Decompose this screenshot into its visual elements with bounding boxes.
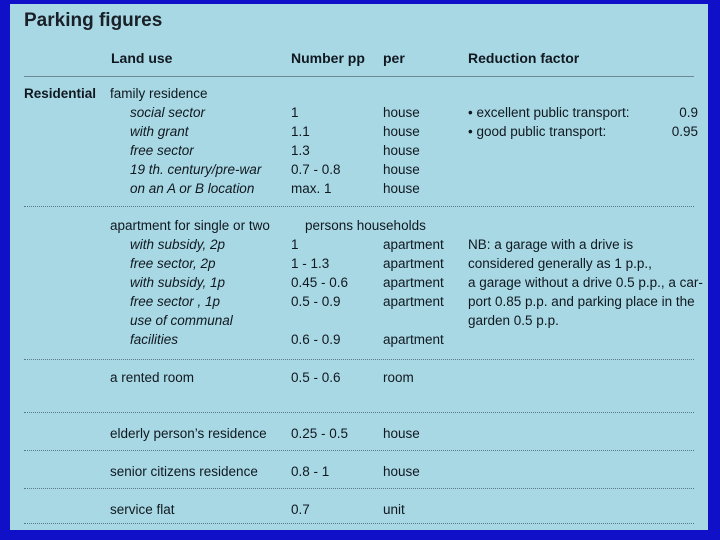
table-row-number: 1 xyxy=(291,105,299,120)
note-line: considered generally as 1 p.p., xyxy=(468,256,652,271)
table-row-per: unit xyxy=(383,502,405,517)
table-row-per: house xyxy=(383,426,420,441)
section-divider xyxy=(24,359,694,360)
header-per: per xyxy=(383,50,405,66)
table-row-per: room xyxy=(383,370,414,385)
table-row-use: 19 th. century/pre-war xyxy=(130,162,262,177)
document-page xyxy=(10,4,708,530)
table-row-use: a rented room xyxy=(110,370,195,385)
header-land-use: Land use xyxy=(111,50,173,66)
table-row-use: service flat xyxy=(110,502,175,517)
table-row-per: house xyxy=(383,105,420,120)
note-line: garden 0.5 p.p. xyxy=(468,313,559,328)
table-row-number: 0.7 xyxy=(291,502,310,517)
table-row-per: apartment xyxy=(383,294,444,309)
table-row-number: max. 1 xyxy=(291,181,332,196)
table-row-per: house xyxy=(383,124,420,139)
apartment-label: apartment for single or two xyxy=(110,218,270,233)
table-row-per: apartment xyxy=(383,237,444,252)
table-row-number: 0.5 - 0.9 xyxy=(291,294,341,309)
table-row-number: 1 - 1.3 xyxy=(291,256,330,271)
table-row-number: 1 xyxy=(291,237,299,252)
reduction-label: • excellent public transport: xyxy=(468,105,630,120)
table-row-use: with grant xyxy=(130,124,189,139)
table-row-number: 0.5 - 0.6 xyxy=(291,370,341,385)
header-reduction: Reduction factor xyxy=(468,50,580,66)
section-divider xyxy=(24,412,694,413)
table-row-use: free sector, 2p xyxy=(130,256,216,271)
apartment-label-cont: persons households xyxy=(305,218,426,233)
table-row-use: on an A or B location xyxy=(130,181,255,196)
section-divider xyxy=(24,206,694,207)
table-row-use: with subsidy, 1p xyxy=(130,275,226,290)
table-row-number: 0.6 - 0.9 xyxy=(291,332,341,347)
table-row-number: 1.1 xyxy=(291,124,310,139)
category-label: Residential xyxy=(24,86,97,101)
table-row-use: social sector xyxy=(130,105,206,120)
section-divider xyxy=(24,488,694,489)
reduction-label: • good public transport: xyxy=(468,124,607,139)
bottom-divider xyxy=(24,523,694,524)
table-row-number: 0.7 - 0.8 xyxy=(291,162,341,177)
table-row-per: house xyxy=(383,464,420,479)
table-row-per: apartment xyxy=(383,332,444,347)
table-row-per: apartment xyxy=(383,256,444,271)
table-row-per: house xyxy=(383,143,420,158)
table-row-use: facilities xyxy=(130,332,179,347)
page-title: Parking figures xyxy=(24,10,163,31)
reduction-value: 0.9 xyxy=(679,105,698,120)
table-row-number: 0.8 - 1 xyxy=(291,464,330,479)
table-row-use: senior citizens residence xyxy=(110,464,258,479)
note-line: a garage without a drive 0.5 p.p., a car- xyxy=(468,275,703,290)
header-number: Number pp xyxy=(291,50,365,66)
header-divider xyxy=(24,76,694,77)
note-line: NB: a garage with a drive is xyxy=(468,237,634,252)
table-row-per: house xyxy=(383,162,420,177)
table-row-number: 0.45 - 0.6 xyxy=(291,275,349,290)
reduction-value: 0.95 xyxy=(671,124,698,139)
table-row-per: house xyxy=(383,181,420,196)
table-row-use: free sector xyxy=(130,143,194,158)
table-row-use: elderly person’s residence xyxy=(110,426,267,441)
table-row-use: use of communal xyxy=(130,313,233,328)
table-row-number: 1.3 xyxy=(291,143,310,158)
section-divider xyxy=(24,450,694,451)
family-residence-label: family residence xyxy=(110,86,208,101)
note-line: port 0.85 p.p. and parking place in the xyxy=(468,294,695,309)
table-row-number: 0.25 - 0.5 xyxy=(291,426,349,441)
table-row-per: apartment xyxy=(383,275,444,290)
table-row-use: with subsidy, 2p xyxy=(130,237,226,252)
table-row-use: free sector , 1p xyxy=(130,294,221,309)
